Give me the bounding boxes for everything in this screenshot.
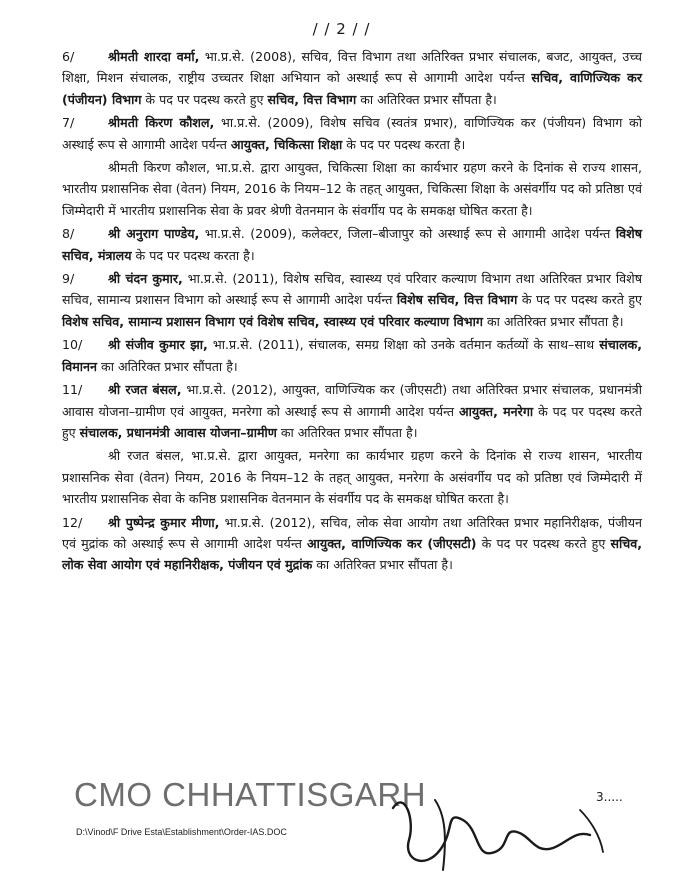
officer-name: श्री संजीव कुमार झा, bbox=[108, 337, 208, 353]
item-text: के पद पर पदस्थ करता है। bbox=[342, 136, 466, 152]
item-text: के पद पर पदस्थ करते हुए bbox=[476, 535, 611, 551]
file-path: D:\Vinod\F Drive Esta\Establishment\Order-IAS.DOC bbox=[76, 827, 287, 837]
order-note-7: श्रीमती किरण कौशल, भा.प्र.से. द्वारा आयुक्त, चिकित्सा शिक्षा का कार्यभार ग्रहण करने के दिनांक से राज्य शासन, भारतीय प्रशासनिक सेवा (वेतन) नियम, 2016 के नियम–12 के तहत् आयुक्त, चिकित्सा शिक्षा के असंवर्गीय पद को प्रतिष्ठा एवं जिम्मेदारी में भारतीय प्रशासनिक सेवा के प्रवर श्रेणी वेतनमान के संवर्गीय पद के समकक्ष घोषित करता है। bbox=[62, 160, 642, 218]
item-text: के पद पर पदस्थ करते हुए bbox=[141, 91, 268, 107]
item-text: भा.प्र.से. (2009), विशेष सचिव (स्वतंत्र प्रभार), वाणिज्यिक कर (पंजीयन) विभाग को अस्थाई रूप से आगामी आदेश पर्यन्त bbox=[62, 115, 642, 152]
additional-charge: सचिव, लोक सेवा आयोग एवं महानिरीक्षक, पंजीयन एवं मुद्रांक bbox=[62, 535, 642, 573]
officer-name: श्रीमती शारदा वर्मा, bbox=[108, 49, 200, 64]
order-item-6 bbox=[62, 46, 642, 110]
posting: विशेष सचिव, वित्त विभाग bbox=[396, 292, 518, 308]
page-number: / / 2 / / bbox=[312, 20, 371, 38]
item-number: 8/ bbox=[62, 226, 75, 242]
officer-name: श्री पुष्पेन्द्र कुमार मीणा, bbox=[108, 514, 220, 530]
officer-name: श्री चंदन कुमार, bbox=[108, 271, 183, 287]
item-text: का अतिरिक्त प्रभार सौंपता है। bbox=[276, 424, 418, 440]
officer-name: श्री रजत बंसल, bbox=[108, 382, 182, 398]
order-item-12 bbox=[62, 512, 642, 576]
item-text: भा.प्र.से. (2008), सचिव, वित्त विभाग तथा अतिरिक्त प्रभार संचालक, बजट, आयुक्त, उच्च शिक्षा, मिशन संचालक, राष्ट्रीय उच्चतर शिक्षा अभियान को अस्थाई रूप से आगामी आदेश पर्यन्त bbox=[62, 49, 642, 86]
item-text: भा.प्र.से. (2012), आयुक्त, वाणिज्यिक कर (जीएसटी) तथा अतिरिक्त प्रभार संचालक, प्रधानमंत्री आवास योजना–ग्रामीण एवं आयुक्त, मनरेगा को अस्थाई रूप से आगामी आदेश पर्यन्त bbox=[62, 382, 642, 419]
item-number: 6/ bbox=[62, 49, 75, 64]
additional-charge: विशेष सचिव, सामान्य प्रशासन विभाग एवं विशेष सचिव, स्वास्थ्य एवं परिवार कल्याण विभाग bbox=[62, 313, 483, 329]
posting: आयुक्त, वाणिज्यिक कर (जीएसटी) bbox=[307, 535, 477, 551]
watermark: CMO CHHATTISGARH bbox=[74, 776, 427, 813]
order-item-9 bbox=[62, 268, 642, 332]
item-text: का अतिरिक्त प्रभार सौंपता है। bbox=[97, 358, 238, 374]
order-item-8 bbox=[62, 223, 642, 266]
order-item-7 bbox=[62, 112, 642, 155]
item-number: 12/ bbox=[62, 514, 83, 530]
item-text: भा.प्र.से. (2011), विशेष सचिव, स्वास्थ्य एवं परिवार कल्याण विभाग तथा अतिरिक्त प्रभार विशेष सचिव, सामान्य प्रशासन विभाग को अस्थाई रूप से आगामी आदेश पर्यन्त bbox=[62, 271, 642, 308]
item-text: के पद पर पदस्थ करते हुए bbox=[62, 403, 642, 440]
item-text: भा.प्र.से. (2011), संचालक, समग्र शिक्षा को उनके वर्तमान कर्तव्यों के साथ–साथ bbox=[207, 337, 600, 353]
additional-charge: संचालक, विमानन bbox=[62, 337, 642, 374]
order-note-11: श्री रजत बंसल, भा.प्र.से. द्वारा आयुक्त, मनरेगा का कार्यभार ग्रहण करने के दिनांक से राज्य शासन, भारतीय प्रशासनिक सेवा (वेतन) नियम, 2016 के नियम–12 के तहत् आयुक्त, मनरेगा के असंवर्गीय पद को प्रतिष्ठा एवं जिम्मेदारी में भारतीय प्रशासनिक सेवा के कनिष्ठ प्रशासनिक वेतनमान के संवर्गीय पद के समकक्ष घोषित करता है। bbox=[62, 448, 642, 507]
item-text: का अतिरिक्त प्रभार सौंपता है। bbox=[312, 557, 453, 573]
item-number: 11/ bbox=[62, 382, 83, 398]
officer-name: श्री अनुराग पाण्डेय, bbox=[108, 226, 200, 242]
next-page-marker: 3..... bbox=[596, 790, 623, 804]
item-text: भा.प्र.से. (2009), कलेक्टर, जिला–बीजापुर को अस्थाई रूप से आगामी आदेश पर्यन्त bbox=[199, 226, 616, 242]
item-number: 7/ bbox=[62, 115, 75, 131]
posting: विशेष सचिव, मंत्रालय bbox=[62, 226, 642, 263]
posting: सचिव, वाणिज्यिक कर (पंजीयन) विभाग bbox=[62, 70, 642, 107]
order-item-11 bbox=[62, 379, 642, 443]
item-text: के पद पर पदस्थ करता है। bbox=[131, 247, 255, 263]
item-text: के पद पर पदस्थ करते हुए bbox=[517, 292, 642, 308]
additional-charge: संचालक, प्रधानमंत्री आवास योजना–ग्रामीण bbox=[79, 424, 277, 440]
item-number: 10/ bbox=[62, 337, 83, 353]
additional-charge: सचिव, वित्त विभाग bbox=[267, 91, 357, 107]
posting: आयुक्त, चिकित्सा शिक्षा bbox=[230, 136, 343, 152]
item-text: भा.प्र.से. (2012), सचिव, लोक सेवा आयोग तथा अतिरिक्त प्रभार महानिरीक्षक, पंजीयन एवं मुद्रांक को अस्थाई रूप से आगामी आदेश पर्यन्त bbox=[62, 514, 642, 551]
item-text: का अतिरिक्त प्रभार सौंपता है। bbox=[482, 313, 624, 329]
order-body bbox=[62, 46, 642, 578]
posting: आयुक्त, मनरेगा bbox=[458, 403, 534, 419]
officer-name: श्रीमती किरण कौशल, bbox=[108, 115, 215, 131]
item-text: का अतिरिक्त प्रभार सौंपता है। bbox=[356, 91, 497, 107]
signature bbox=[385, 780, 615, 880]
order-item-10 bbox=[62, 334, 642, 377]
item-number: 9/ bbox=[62, 271, 75, 287]
